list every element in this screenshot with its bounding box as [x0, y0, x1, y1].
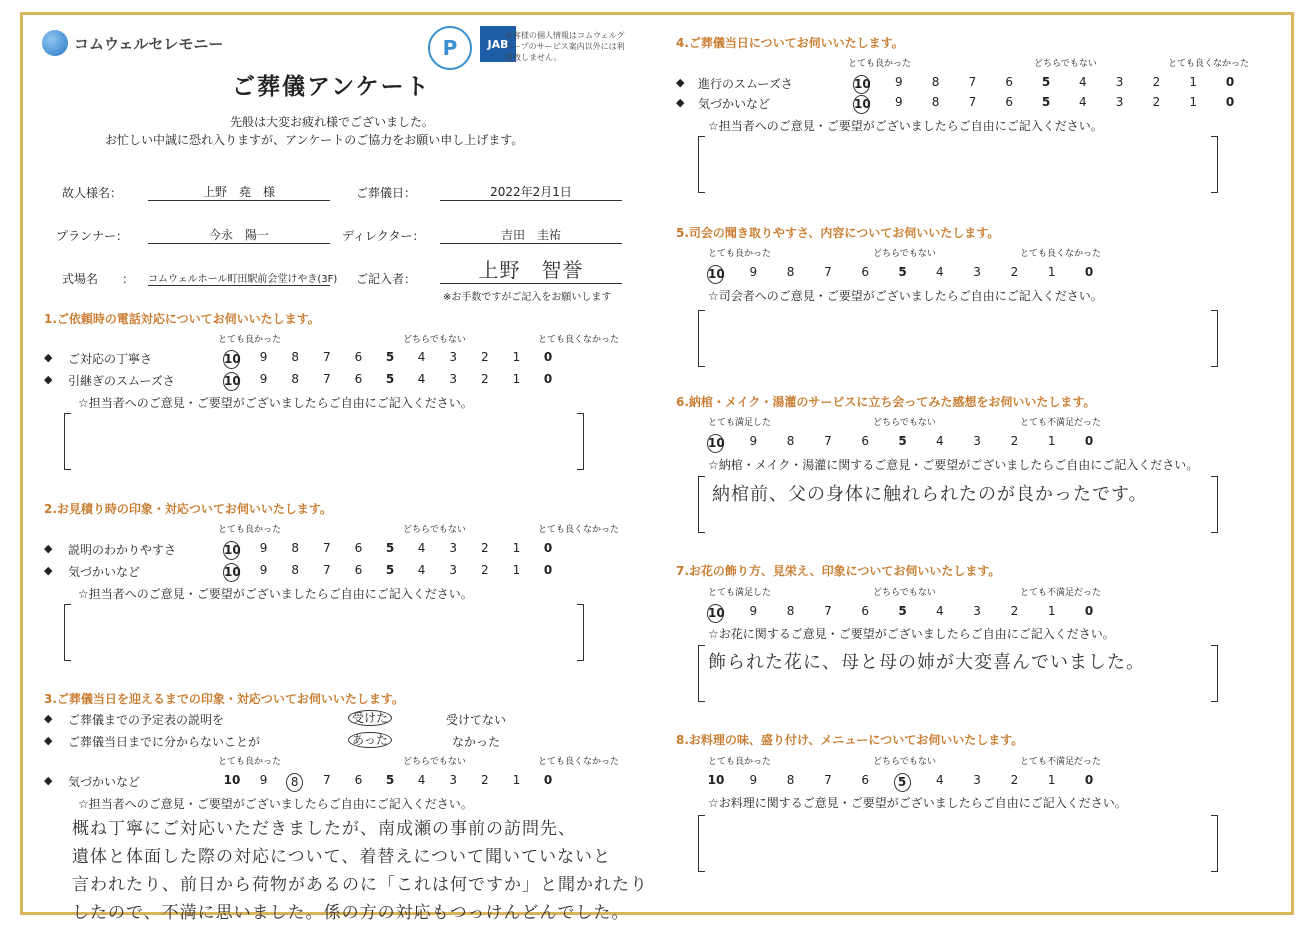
rating-option-7[interactable]: 7	[824, 773, 832, 787]
rating-option-9[interactable]: 9	[259, 773, 268, 787]
section-7-title: 7.お花の飾り方、見栄え、印象についてお伺いいたします。	[676, 564, 1001, 578]
scale-label-neutral: どちらでもない	[873, 757, 936, 767]
rating-option-5[interactable]: 5	[1041, 75, 1051, 89]
rating-option-7[interactable]: 7	[968, 95, 977, 109]
rating-option-7[interactable]: 7	[824, 604, 832, 618]
rating-option-6[interactable]: 6	[861, 773, 869, 787]
rating-option-10[interactable]: 10	[223, 541, 240, 560]
scale-label-good: とても良かった	[218, 335, 282, 345]
scale-label-unsatisfied: とても不満足だった	[1020, 588, 1102, 598]
rating-option-8[interactable]: 8	[931, 75, 940, 89]
s2-q2-label: 気づかいなど	[68, 565, 141, 579]
s3-comment-line-2: 遺体と体面した際の対応について、着替えについて聞いていないと	[72, 847, 611, 867]
writer-note: ※お手数ですがご記入をお願いします	[443, 292, 612, 303]
company-logo	[42, 30, 223, 56]
section-6-title: 6.納棺・メイク・湯灌のサービスに立ち会ってみた感想をお伺いいたします。	[676, 395, 1096, 409]
rating-option-5[interactable]: 5	[898, 604, 907, 618]
rating-option-10[interactable]: 10	[223, 563, 240, 582]
rating-option-5[interactable]: 5	[898, 265, 907, 279]
rating-option-2[interactable]: 2	[480, 773, 489, 787]
director-label: ディレクター：	[342, 229, 425, 243]
rating-option-8[interactable]: 8	[786, 265, 795, 279]
s3-comment-line-3: 言われたり、前日から荷物があるのに「これは何ですか」と聞かれたり	[72, 875, 648, 895]
logo-text: コムウェルセレモニー	[74, 34, 224, 53]
rating-option-2[interactable]: 2	[1010, 434, 1019, 448]
funeral-date-label: ご葬儀日：	[356, 186, 417, 200]
rating-option-9[interactable]: 9	[749, 604, 758, 618]
rating-option-9[interactable]: 9	[259, 563, 268, 577]
rating-option-5[interactable]: 5	[385, 773, 395, 787]
bullet-diamond-icon: ◆	[44, 542, 53, 555]
rating-option-6[interactable]: 6	[861, 434, 869, 448]
rating-option-7[interactable]: 7	[322, 350, 331, 364]
rating-option-2[interactable]: 2	[480, 541, 489, 555]
s3-q1-option-received[interactable]	[348, 709, 392, 726]
rating-option-8[interactable]: 8	[786, 434, 795, 448]
director-name: 吉田 圭祐	[440, 226, 622, 244]
rating-option-8[interactable]: 8	[786, 604, 795, 618]
s6-comment: 納棺前、父の身体に触れられたのが良かったです。	[712, 484, 1148, 505]
rating-option-1[interactable]: 1	[1047, 434, 1056, 448]
s3-comment-line-4: したので、不満に思いました。係の方の対応もつっけんどんでした。	[72, 903, 630, 923]
section-4-title: 4.ご葬儀当日についてお伺いいたします。	[676, 36, 904, 50]
rating-option-5[interactable]: 5	[385, 372, 395, 386]
scale-label-neutral: どちらでもない	[403, 525, 466, 535]
rating-option-1[interactable]: 1	[512, 773, 521, 787]
rating-option-9[interactable]: 9	[894, 75, 903, 89]
rating-option-1[interactable]: 1	[1047, 773, 1056, 787]
rating-option-9[interactable]: 9	[894, 95, 903, 109]
rating-option-5[interactable]: 5	[1041, 95, 1051, 109]
rating-option-0[interactable]: 0	[543, 372, 553, 386]
funeral-date: 2022年2月1日	[440, 183, 622, 201]
s2-prompt: ☆担当者へのご意見・ご要望がございましたらご自由にご記入ください。	[78, 587, 473, 601]
rating-option-10[interactable]: 10	[853, 75, 870, 94]
rating-option-10[interactable]: 10	[707, 434, 724, 453]
bullet-diamond-icon: ◆	[44, 564, 53, 577]
rating-option-0[interactable]: 0	[1084, 773, 1094, 787]
rating-option-3[interactable]: 3	[973, 265, 981, 279]
s4-q1-label: 進行のスムーズさ	[698, 77, 793, 91]
rating-option-2[interactable]: 2	[1010, 604, 1019, 618]
scale-label-satisfied: とても満足した	[708, 588, 772, 598]
rating-option-2[interactable]: 2	[1152, 75, 1161, 89]
bullet-diamond-icon: ◆	[44, 774, 53, 787]
rating-option-10[interactable]: 10	[223, 773, 241, 787]
scale-label-satisfied: とても満足した	[708, 418, 772, 428]
rating-option-0[interactable]: 0	[1084, 434, 1094, 448]
planner-label: プランナー：	[56, 229, 129, 243]
section-2-title: 2.お見積り時の印象・対応ついてお伺いいたします。	[44, 502, 332, 516]
rating-option-6[interactable]: 6	[354, 350, 363, 364]
rating-option-6[interactable]: 6	[354, 372, 363, 386]
rating-option-1[interactable]: 1	[1189, 95, 1197, 109]
s4-prompt: ☆担当者へのご意見・ご要望がございましたらご自由にご記入ください。	[708, 119, 1103, 133]
s3-q3-label: 気づかいなど	[68, 775, 141, 789]
rating-option-3[interactable]: 3	[1115, 95, 1124, 109]
rating-option-4[interactable]: 4	[417, 372, 426, 386]
rating-option-7[interactable]: 7	[322, 372, 331, 386]
scale-label-good: とても良かった	[218, 757, 282, 767]
s8-prompt: ☆お料理に関するご意見・ご要望がございましたらご自由にご記入ください。	[708, 796, 1127, 810]
rating-option-0[interactable]: 0	[543, 563, 553, 577]
page-title: ご葬儀アンケート	[232, 74, 431, 100]
rating-option-0[interactable]: 0	[1225, 75, 1235, 89]
scale-label-neutral: どちらでもない	[1034, 59, 1097, 69]
rating-option-8[interactable]: 8	[786, 773, 795, 787]
rating-option-6[interactable]: 6	[354, 563, 363, 577]
section-5-title: 5.司会の聞き取りやすさ、内容についてお伺いいたします。	[676, 226, 1000, 240]
bullet-diamond-icon: ◆	[676, 76, 685, 89]
s2-comment-box[interactable]	[64, 604, 584, 661]
rating-option-10[interactable]: 10	[707, 604, 724, 623]
rating-option-3[interactable]: 3	[973, 773, 981, 787]
rating-option-10[interactable]: 10	[707, 265, 724, 284]
s7-prompt: ☆お花に関するご意見・ご要望がございましたらご自由にご記入ください。	[708, 627, 1115, 641]
rating-option-8[interactable]: 8	[291, 372, 299, 386]
s1-q1-label: ご対応の丁寧さ	[68, 352, 153, 366]
rating-option-4[interactable]: 4	[1078, 95, 1087, 109]
scale-label-neutral: どちらでもない	[873, 588, 936, 598]
rating-option-5[interactable]: 5	[385, 541, 395, 555]
rating-option-8[interactable]: 8	[291, 541, 299, 555]
rating-option-3[interactable]: 3	[973, 604, 981, 618]
s1-q2-label: 引継ぎのスムーズさ	[68, 374, 175, 388]
s5-prompt: ☆司会者へのご意見・ご要望がございましたらご自由にご記入ください。	[708, 289, 1103, 303]
rating-option-6[interactable]: 6	[354, 773, 363, 787]
scale-label-neutral: どちらでもない	[403, 757, 466, 767]
s3-q2-option-no[interactable]: なかった	[452, 735, 501, 749]
scale-label-bad: とても良くなかった	[1168, 59, 1250, 69]
planner-name: 今永 陽一	[148, 226, 330, 244]
rating-option-4[interactable]: 4	[417, 563, 426, 577]
s7-comment: 飾られた花に、母と母の姉が大変喜んでいました。	[708, 652, 1145, 673]
rating-option-5[interactable]: 5	[385, 563, 395, 577]
rating-option-7[interactable]: 7	[824, 265, 832, 279]
scale-label-neutral: どちらでもない	[873, 249, 936, 259]
jab-mark-icon: JAB	[480, 26, 516, 62]
writer-name: 上野 智誉	[440, 254, 622, 284]
rating-option-0[interactable]: 0	[1084, 604, 1094, 618]
scale-label-good: とても良かった	[708, 757, 772, 767]
bullet-diamond-icon: ◆	[44, 373, 53, 386]
rating-option-4[interactable]: 4	[935, 773, 944, 787]
rating-option-2[interactable]: 2	[1010, 265, 1019, 279]
deceased-name: 上野 堯 様	[148, 183, 330, 201]
rating-option-1[interactable]: 1	[1047, 265, 1056, 279]
logo-mark-icon	[42, 30, 68, 56]
rating-option-8[interactable]: 8	[931, 95, 940, 109]
rating-option-0[interactable]: 0	[1084, 265, 1094, 279]
rating-option-1[interactable]: 1	[512, 372, 521, 386]
rating-option-2[interactable]: 2	[480, 350, 489, 364]
rating-option-5[interactable]: 5	[385, 350, 395, 364]
rating-option-0[interactable]: 0	[1225, 95, 1235, 109]
rating-option-2[interactable]: 2	[480, 372, 489, 386]
rating-option-4[interactable]: 4	[935, 604, 944, 618]
s3-comment-line-1: 概ね丁寧にご対応いただきましたが、南成瀬の事前の訪問先、	[72, 819, 576, 839]
scale-label-neutral: どちらでもない	[873, 418, 936, 428]
rating-option-3[interactable]: 3	[449, 541, 457, 555]
rating-option-2[interactable]: 2	[1152, 95, 1161, 109]
rating-option-0[interactable]: 0	[543, 773, 553, 787]
section-1-title: 1.ご依頼時の電話対応についてお伺いいたします。	[44, 312, 320, 326]
rating-option-9[interactable]: 9	[259, 541, 268, 555]
scale-label-good: とても良かった	[708, 249, 772, 259]
rating-option-7[interactable]: 7	[322, 563, 331, 577]
bullet-diamond-icon: ◆	[44, 712, 53, 725]
rating-option-7[interactable]: 7	[322, 541, 331, 555]
s3-q1-option-not-received[interactable]: 受けてない	[446, 713, 507, 727]
scale-label-good: とても良かった	[848, 59, 912, 69]
venue-label: 式場名	[62, 272, 99, 286]
s2-q1-label: 説明のわかりやすさ	[68, 543, 177, 557]
scale-label-unsatisfied: とても不満足だった	[1020, 757, 1102, 767]
privacy-notice: お客様の個人情報はコムウェルグループのサービス案内以外には利用致しません。	[505, 31, 625, 62]
venue-colon: ：	[122, 272, 135, 286]
rating-option-9[interactable]: 9	[749, 773, 758, 787]
rating-option-3[interactable]: 3	[449, 563, 457, 577]
scale-label-bad: とても良くなかった	[538, 525, 620, 535]
rating-option-10[interactable]: 10	[223, 372, 240, 391]
rating-option-1[interactable]: 1	[1189, 75, 1197, 89]
bullet-diamond-icon: ◆	[44, 351, 53, 364]
rating-option-1[interactable]: 1	[1047, 604, 1056, 618]
venue-name: コムウェルホール町田駅前会堂けやき(3F)	[148, 270, 330, 286]
rating-option-1[interactable]: 1	[512, 541, 521, 555]
rating-option-6[interactable]: 6	[1005, 95, 1013, 109]
rating-option-6[interactable]: 6	[861, 265, 869, 279]
s1-comment-box[interactable]	[64, 413, 584, 470]
scale-label-bad: とても良くなかった	[1020, 249, 1102, 259]
s1-prompt: ☆担当者へのご意見・ご要望がございましたらご自由にご記入ください。	[78, 396, 473, 410]
rating-option-10[interactable]: 10	[853, 95, 870, 114]
s3-q1-label: ご葬儀までの予定表の説明を	[68, 713, 225, 727]
privacy-mark-icon: P	[428, 26, 472, 70]
rating-option-6[interactable]: 6	[354, 541, 363, 555]
writer-label: ご記入者：	[356, 272, 417, 286]
greeting-line-1: 先般は大変お疲れ様でございました。	[230, 115, 435, 129]
deceased-label: 故人様名：	[62, 186, 123, 200]
scale-label-unsatisfied: とても不満足だった	[1020, 418, 1102, 428]
rating-option-1[interactable]: 1	[512, 350, 521, 364]
rating-option-3[interactable]: 3	[449, 350, 457, 364]
s4-comment-box[interactable]	[698, 136, 1218, 193]
rating-option-8[interactable]: 8	[286, 773, 303, 792]
rating-option-10[interactable]: 10	[223, 350, 240, 369]
s3-q2-option-yes-text: あった	[348, 732, 392, 748]
rating-option-2[interactable]: 2	[1010, 773, 1019, 787]
bullet-diamond-icon: ◆	[676, 96, 685, 109]
section-8-title: 8.お料理の味、盛り付け、メニューについてお伺いいたします。	[676, 733, 1024, 747]
greeting-line-2: お忙しい中誠に恐れ入りますが、アンケートのご協力をお願い申し上げます。	[105, 133, 524, 147]
rating-option-9[interactable]: 9	[259, 372, 268, 386]
rating-option-6[interactable]: 6	[861, 604, 869, 618]
rating-option-1[interactable]: 1	[512, 563, 521, 577]
s5-comment-box[interactable]	[698, 310, 1218, 367]
rating-option-9[interactable]: 9	[259, 350, 268, 364]
rating-option-4[interactable]: 4	[417, 773, 426, 787]
rating-option-4[interactable]: 4	[1078, 75, 1087, 89]
rating-option-4[interactable]: 4	[417, 350, 426, 364]
rating-option-7[interactable]: 7	[824, 434, 832, 448]
rating-option-4[interactable]: 4	[417, 541, 426, 555]
rating-option-9[interactable]: 9	[749, 434, 758, 448]
s4-q2-label: 気づかいなど	[698, 97, 771, 111]
rating-option-0[interactable]: 0	[543, 350, 553, 364]
certification-badges	[428, 26, 516, 70]
section-3-title: 3.ご葬儀当日を迎えるまでの印象・対応ついてお伺いいたします。	[44, 692, 404, 706]
s3-q2-option-yes[interactable]	[348, 731, 392, 748]
s3-q2-label: ご葬儀当日までに分からないことが	[68, 735, 261, 749]
rating-option-7[interactable]: 7	[322, 773, 331, 787]
rating-option-9[interactable]: 9	[749, 265, 758, 279]
rating-option-3[interactable]: 3	[449, 773, 457, 787]
bullet-diamond-icon: ◆	[44, 734, 53, 747]
s8-comment-box[interactable]	[698, 815, 1218, 872]
rating-option-4[interactable]: 4	[935, 434, 944, 448]
scale-label-bad: とても良くなかった	[538, 757, 620, 767]
rating-option-8[interactable]: 8	[291, 350, 299, 364]
rating-option-7[interactable]: 7	[968, 75, 977, 89]
scale-label-neutral: どちらでもない	[403, 335, 466, 345]
rating-option-3[interactable]: 3	[973, 434, 981, 448]
rating-option-3[interactable]: 3	[1115, 75, 1124, 89]
rating-option-3[interactable]: 3	[449, 372, 457, 386]
s3-prompt: ☆担当者へのご意見・ご要望がございましたらご自由にご記入ください。	[78, 797, 473, 811]
scale-label-bad: とても良くなかった	[538, 335, 620, 345]
rating-option-4[interactable]: 4	[935, 265, 944, 279]
scale-label-good: とても良かった	[218, 525, 282, 535]
rating-option-10[interactable]: 10	[707, 773, 725, 787]
rating-option-5[interactable]: 5	[898, 434, 907, 448]
s3-q1-option-received-text: 受けた	[348, 710, 392, 726]
rating-option-6[interactable]: 6	[1005, 75, 1013, 89]
rating-option-0[interactable]: 0	[543, 541, 553, 555]
rating-option-2[interactable]: 2	[480, 563, 489, 577]
rating-option-8[interactable]: 8	[291, 563, 299, 577]
rating-option-5[interactable]: 5	[894, 773, 911, 792]
s6-prompt: ☆納棺・メイク・湯灌に関するご意見・ご要望がございましたらご自由にご記入ください。	[708, 458, 1199, 472]
